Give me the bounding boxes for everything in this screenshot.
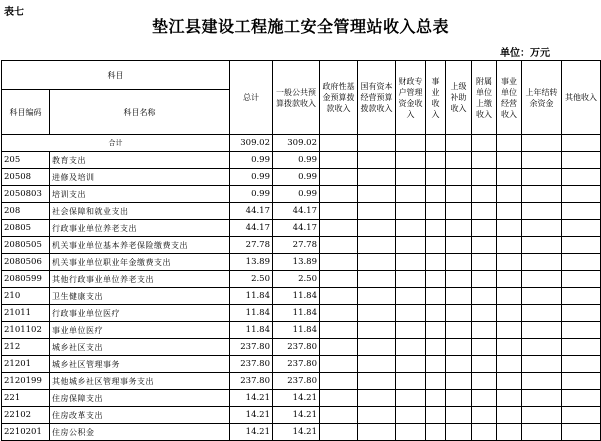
header-operating-income: 事业单位经营收入 xyxy=(497,61,522,135)
subject-name-cell: 城乡社区支出 xyxy=(50,339,230,356)
table-cell-empty xyxy=(446,203,472,220)
total-cell: 2.50 xyxy=(230,271,273,288)
table-cell-empty xyxy=(497,220,522,237)
table-cell-empty xyxy=(358,288,396,305)
table-cell-empty xyxy=(396,305,426,322)
table-cell-empty xyxy=(497,305,522,322)
table-cell-empty xyxy=(358,169,396,186)
table-row xyxy=(2,339,601,356)
table-cell-empty xyxy=(320,322,358,339)
public-budget-cell: 44.17 xyxy=(273,203,320,220)
table-cell-empty xyxy=(358,322,396,339)
table-cell-empty xyxy=(522,305,562,322)
table-cell-empty xyxy=(396,424,426,441)
table-row xyxy=(2,305,601,322)
header-total: 总计 xyxy=(230,61,273,135)
table-cell-empty xyxy=(497,271,522,288)
table-cell-empty xyxy=(446,237,472,254)
table-cell-empty xyxy=(396,271,426,288)
table-cell-empty xyxy=(358,271,396,288)
table-cell-empty xyxy=(320,254,358,271)
table-cell-empty xyxy=(446,152,472,169)
table-row xyxy=(2,322,601,339)
table-cell-empty xyxy=(497,203,522,220)
public-budget-cell: 2.50 xyxy=(273,271,320,288)
table-cell-empty xyxy=(320,271,358,288)
table-cell-empty xyxy=(472,152,497,169)
table-cell-empty xyxy=(562,356,601,373)
subject-code-cell: 22102 xyxy=(2,407,50,424)
table-cell-empty xyxy=(497,424,522,441)
table-cell-empty xyxy=(446,220,472,237)
table-cell-empty xyxy=(320,237,358,254)
subject-name-cell: 进修及培训 xyxy=(50,169,230,186)
table-cell-empty xyxy=(358,135,396,152)
subject-code-cell: 21201 xyxy=(2,356,50,373)
table-cell-empty xyxy=(446,169,472,186)
table-cell-empty xyxy=(522,356,562,373)
table-cell-empty xyxy=(320,356,358,373)
table-cell-empty xyxy=(446,135,472,152)
table-cell-empty xyxy=(522,254,562,271)
subject-name-cell: 教育支出 xyxy=(50,152,230,169)
table-number-label: 表七 xyxy=(4,7,24,18)
table-cell-empty xyxy=(426,288,446,305)
header-public-budget: 一般公共预算拨款收入 xyxy=(273,61,320,135)
total-cell: 237.80 xyxy=(230,356,273,373)
table-cell-empty xyxy=(426,135,446,152)
total-row-label: 合计 xyxy=(2,135,230,152)
total-cell: 14.21 xyxy=(230,390,273,407)
table-cell-empty xyxy=(562,322,601,339)
table-cell-empty xyxy=(497,356,522,373)
subject-code-cell: 212 xyxy=(2,339,50,356)
subject-name-cell: 行政事业单位医疗 xyxy=(50,305,230,322)
table-cell-empty xyxy=(446,271,472,288)
table-cell-empty xyxy=(358,203,396,220)
table-body xyxy=(2,135,601,441)
table-cell-empty xyxy=(522,203,562,220)
subject-code-cell: 2080506 xyxy=(2,254,50,271)
table-cell-empty xyxy=(497,152,522,169)
total-cell: 44.17 xyxy=(230,203,273,220)
table-cell-empty xyxy=(472,237,497,254)
table-cell-empty xyxy=(522,373,562,390)
public-budget-cell: 14.21 xyxy=(273,407,320,424)
table-cell-empty xyxy=(426,322,446,339)
subject-name-cell: 机关事业单位职业年金缴费支出 xyxy=(50,254,230,271)
table-cell-empty xyxy=(426,186,446,203)
table-cell-empty xyxy=(522,186,562,203)
public-budget-cell: 237.80 xyxy=(273,373,320,390)
table-cell-empty xyxy=(320,339,358,356)
table-cell-empty xyxy=(426,356,446,373)
subject-name-cell: 城乡社区管理事务 xyxy=(50,356,230,373)
table-cell-empty xyxy=(396,135,426,152)
table-cell-empty xyxy=(472,203,497,220)
page-title: 垫江县建设工程施工安全管理站收入总表 xyxy=(151,17,449,36)
header-affiliated-payment: 附属单位上缴收入 xyxy=(472,61,497,135)
subject-code-cell: 221 xyxy=(2,390,50,407)
table-row xyxy=(2,254,601,271)
table-cell-empty xyxy=(472,220,497,237)
table-cell-empty xyxy=(472,322,497,339)
table-cell-empty xyxy=(320,288,358,305)
table-cell-empty xyxy=(522,271,562,288)
table-cell-empty xyxy=(522,152,562,169)
table-row xyxy=(2,220,601,237)
table-cell-empty xyxy=(358,356,396,373)
table-cell-empty xyxy=(562,305,601,322)
table-cell-empty xyxy=(396,220,426,237)
table-cell-empty xyxy=(497,390,522,407)
table-cell-empty xyxy=(320,152,358,169)
table-cell-empty xyxy=(396,203,426,220)
table-cell-empty xyxy=(426,152,446,169)
table-cell-empty xyxy=(396,288,426,305)
table-row xyxy=(2,152,601,169)
header-business-income: 事业收入 xyxy=(426,61,446,135)
table-cell-empty xyxy=(426,339,446,356)
table-cell-empty xyxy=(426,237,446,254)
public-budget-cell: 0.99 xyxy=(273,169,320,186)
subject-code-cell: 21011 xyxy=(2,305,50,322)
table-cell-empty xyxy=(497,373,522,390)
table-cell-empty xyxy=(497,254,522,271)
header-carryover: 上年结转余资金 xyxy=(522,61,562,135)
total-cell: 14.21 xyxy=(230,407,273,424)
total-cell: 44.17 xyxy=(230,220,273,237)
public-budget-cell: 0.99 xyxy=(273,186,320,203)
table-row xyxy=(2,271,601,288)
subject-name-cell: 社会保障和就业支出 xyxy=(50,203,230,220)
public-budget-cell: 13.89 xyxy=(273,254,320,271)
table-cell-empty xyxy=(472,305,497,322)
total-cell: 0.99 xyxy=(230,169,273,186)
table-cell-empty xyxy=(426,169,446,186)
table-cell-empty xyxy=(426,271,446,288)
table-cell-empty xyxy=(446,339,472,356)
table-cell-empty xyxy=(358,424,396,441)
table-cell-empty xyxy=(446,356,472,373)
public-budget-cell: 14.21 xyxy=(273,390,320,407)
table-cell-empty xyxy=(497,186,522,203)
table-cell-empty xyxy=(562,186,601,203)
table-cell-empty xyxy=(522,288,562,305)
table-cell-empty xyxy=(396,152,426,169)
total-cell: 237.80 xyxy=(230,373,273,390)
table-cell-empty xyxy=(522,390,562,407)
table-cell-empty xyxy=(472,424,497,441)
table-cell-empty xyxy=(522,220,562,237)
table-cell-empty xyxy=(472,373,497,390)
table-cell-empty xyxy=(396,237,426,254)
table-cell-empty xyxy=(396,254,426,271)
table-cell-empty xyxy=(472,271,497,288)
table-cell-empty xyxy=(562,390,601,407)
table-cell-empty xyxy=(497,135,522,152)
table-cell-empty xyxy=(426,305,446,322)
public-budget-cell: 11.84 xyxy=(273,305,320,322)
total-cell: 11.84 xyxy=(230,288,273,305)
table-cell-empty xyxy=(522,169,562,186)
table-cell-empty xyxy=(497,322,522,339)
table-cell-empty xyxy=(446,254,472,271)
subject-name-cell: 其他行政事业单位养老支出 xyxy=(50,271,230,288)
table-cell-empty xyxy=(446,373,472,390)
subject-code-cell: 20508 xyxy=(2,169,50,186)
subject-code-cell: 205 xyxy=(2,152,50,169)
header-gov-fund: 政府性基金预算拨款收入 xyxy=(320,61,358,135)
table-cell-empty xyxy=(472,135,497,152)
subject-code-cell: 2080505 xyxy=(2,237,50,254)
subject-code-cell: 208 xyxy=(2,203,50,220)
table-cell-empty xyxy=(320,169,358,186)
table-cell-empty xyxy=(562,288,601,305)
header-superior-subsidy: 上级补助收入 xyxy=(446,61,472,135)
table-cell-empty xyxy=(472,186,497,203)
subject-name-cell: 其他城乡社区管理事务支出 xyxy=(50,373,230,390)
table-cell-empty xyxy=(562,271,601,288)
table-cell-empty xyxy=(446,390,472,407)
table-row xyxy=(2,203,601,220)
table-cell-empty xyxy=(446,305,472,322)
table-cell-empty xyxy=(472,390,497,407)
table-cell-empty xyxy=(562,424,601,441)
table-cell-empty xyxy=(562,203,601,220)
header-subject: 科目 xyxy=(2,61,230,90)
header-fiscal-special: 财政专户管理资金收入 xyxy=(396,61,426,135)
table-cell-empty xyxy=(396,356,426,373)
subject-name-cell: 住房保障支出 xyxy=(50,390,230,407)
table-cell-empty xyxy=(320,424,358,441)
table-cell-empty xyxy=(426,373,446,390)
subject-name-cell: 事业单位医疗 xyxy=(50,322,230,339)
table-cell-empty xyxy=(446,186,472,203)
total-cell: 0.99 xyxy=(230,186,273,203)
table-cell-empty xyxy=(562,339,601,356)
table-cell-empty xyxy=(562,152,601,169)
table-cell-empty xyxy=(358,152,396,169)
table-cell-empty xyxy=(446,322,472,339)
table-row xyxy=(2,390,601,407)
subject-code-cell: 2101102 xyxy=(2,322,50,339)
total-cell: 0.99 xyxy=(230,152,273,169)
public-budget-cell: 237.80 xyxy=(273,339,320,356)
table-row xyxy=(2,373,601,390)
total-cell: 237.80 xyxy=(230,339,273,356)
table-cell-empty xyxy=(426,390,446,407)
table-cell-empty xyxy=(396,390,426,407)
table-cell-empty xyxy=(472,288,497,305)
table-cell-empty xyxy=(320,220,358,237)
table-cell-empty xyxy=(358,373,396,390)
table-row xyxy=(2,356,601,373)
table-cell-empty xyxy=(320,135,358,152)
public-budget-cell: 11.84 xyxy=(273,288,320,305)
public-budget-cell: 237.80 xyxy=(273,356,320,373)
public-budget-cell: 27.78 xyxy=(273,237,320,254)
table-cell-empty xyxy=(396,169,426,186)
subject-code-cell: 2120199 xyxy=(2,373,50,390)
table-cell-empty xyxy=(497,237,522,254)
table-cell-empty xyxy=(320,186,358,203)
subject-code-cell: 2050803 xyxy=(2,186,50,203)
header-name: 科目名称 xyxy=(50,90,230,135)
subject-name-cell: 住房公积金 xyxy=(50,424,230,441)
table-cell-empty xyxy=(446,288,472,305)
total-row-total: 309.02 xyxy=(230,135,273,152)
table-cell-empty xyxy=(320,203,358,220)
table-cell-empty xyxy=(358,305,396,322)
public-budget-cell: 11.84 xyxy=(273,322,320,339)
unit-label: 单位：万元 xyxy=(500,48,550,59)
table-cell-empty xyxy=(472,339,497,356)
total-cell: 11.84 xyxy=(230,322,273,339)
table-cell-empty xyxy=(562,254,601,271)
table-row xyxy=(2,186,601,203)
table-cell-empty xyxy=(522,237,562,254)
table-cell-empty xyxy=(522,135,562,152)
table-cell-empty xyxy=(522,424,562,441)
header-code: 科目编码 xyxy=(2,90,50,135)
total-cell: 27.78 xyxy=(230,237,273,254)
table-cell-empty xyxy=(320,373,358,390)
table-cell-empty xyxy=(426,203,446,220)
table-cell-empty xyxy=(562,135,601,152)
subject-code-cell: 2080599 xyxy=(2,271,50,288)
subject-name-cell: 培训支出 xyxy=(50,186,230,203)
subject-name-cell: 行政事业单位养老支出 xyxy=(50,220,230,237)
table-cell-empty xyxy=(358,390,396,407)
subject-name-cell: 机关事业单位基本养老保险缴费支出 xyxy=(50,237,230,254)
header-other-income: 其他收入 xyxy=(562,61,601,135)
table-cell-empty xyxy=(358,339,396,356)
total-cell: 13.89 xyxy=(230,254,273,271)
subject-code-cell: 20805 xyxy=(2,220,50,237)
subject-code-cell: 210 xyxy=(2,288,50,305)
subject-code-cell: 2210201 xyxy=(2,424,50,441)
total-row-public-budget: 309.02 xyxy=(273,135,320,152)
table-cell-empty xyxy=(358,237,396,254)
table-cell-empty xyxy=(522,322,562,339)
table-cell-empty xyxy=(358,254,396,271)
table-cell-empty xyxy=(522,339,562,356)
table-cell-empty xyxy=(358,186,396,203)
table-cell-empty xyxy=(358,220,396,237)
table-cell-empty xyxy=(396,339,426,356)
table-row xyxy=(2,169,601,186)
total-cell: 11.84 xyxy=(230,305,273,322)
public-budget-cell: 0.99 xyxy=(273,152,320,169)
table-cell-empty xyxy=(472,169,497,186)
table-cell-empty xyxy=(472,254,497,271)
public-budget-cell: 44.17 xyxy=(273,220,320,237)
income-summary-table xyxy=(1,60,601,441)
table-cell-empty xyxy=(562,220,601,237)
total-row xyxy=(2,135,601,152)
subject-name-cell: 住房改革支出 xyxy=(50,407,230,424)
table-row xyxy=(2,237,601,254)
subject-name-cell: 卫生健康支出 xyxy=(50,288,230,305)
table-row xyxy=(2,424,601,441)
table-cell-empty xyxy=(426,254,446,271)
table-row xyxy=(2,288,601,305)
table-cell-empty xyxy=(562,373,601,390)
table-cell-empty xyxy=(396,373,426,390)
table-cell-empty xyxy=(472,356,497,373)
table-cell-empty xyxy=(562,169,601,186)
table-cell-empty xyxy=(426,424,446,441)
table-cell-empty xyxy=(396,186,426,203)
table-cell-empty xyxy=(562,237,601,254)
table-cell-empty xyxy=(497,169,522,186)
total-cell: 14.21 xyxy=(230,424,273,441)
table-cell-empty xyxy=(426,220,446,237)
table-cell-empty xyxy=(497,288,522,305)
table-cell-empty xyxy=(320,305,358,322)
table-cell-empty xyxy=(320,390,358,407)
public-budget-cell: 14.21 xyxy=(273,424,320,441)
table-cell-empty xyxy=(396,322,426,339)
table-cell-empty xyxy=(497,339,522,356)
header-state-capital: 国有资本经营预算拨款收入 xyxy=(358,61,396,135)
table-cell-empty xyxy=(446,424,472,441)
